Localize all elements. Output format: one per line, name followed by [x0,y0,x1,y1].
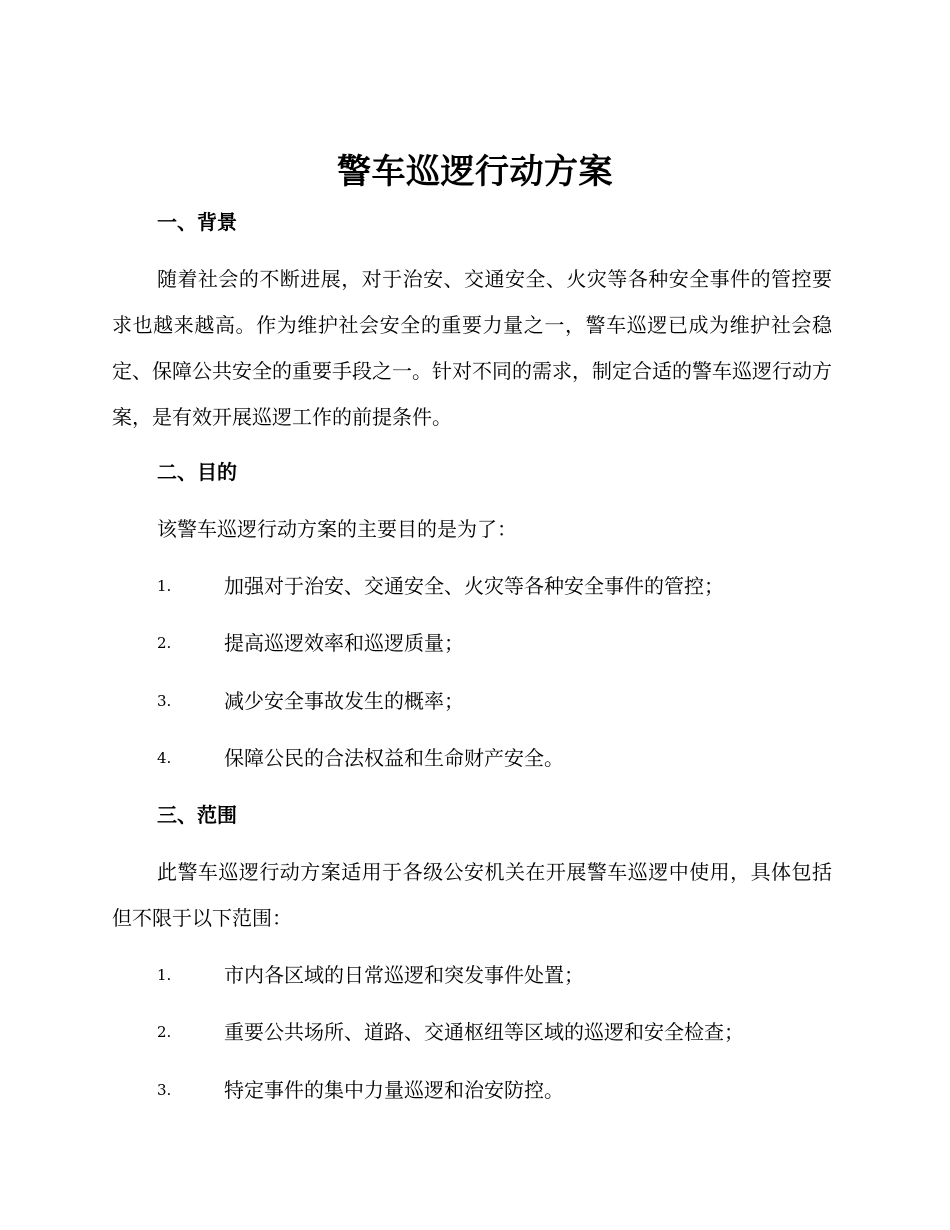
list-item [157,628,837,658]
list-item-number: 2. [157,1023,172,1041]
list-item-text: 特定事件的集中力量巡逻和治安防控。 [224,1078,564,1102]
list-item-number: 3. [157,1081,172,1099]
list-item [157,743,837,773]
section-paragraph-scope: 此警车巡逻行动方案适用于各级公安机关在开展警车巡逻中使用，具体包括但不限于以下范围： [112,860,832,930]
document-title: 警车巡逻行动方案 [337,152,613,192]
list-item-number: 3. [157,692,172,710]
section-paragraph-purpose: 该警车巡逻行动方案的主要目的是为了： [157,517,517,541]
list-item-number: 4. [157,749,172,767]
list-item [157,686,837,716]
list-item-text: 减少安全事故发生的概率； [224,689,464,713]
list-item-text: 重要公共场所、道路、交通枢纽等区域的巡逻和安全检查； [224,1020,744,1044]
section-heading-scope: 三、范围 [157,803,237,827]
list-item [157,960,837,990]
list-item-number: 1. [157,577,172,595]
list-item-number: 1. [157,966,172,984]
list-item-text: 加强对于治安、交通安全、火灾等各种安全事件的管控； [224,574,724,598]
list-item-text: 市内各区域的日常巡逻和突发事件处置； [224,963,584,987]
list-item [157,571,837,601]
section-paragraph-background: 随着社会的不断进展，对于治安、交通安全、火灾等各种安全事件的管控要求也越来越高。作为维护社会安全的重要力量之一，警车巡逻已成为维护社会稳定、保障公共安全的重要手段之一。针对不同的需求，制定合适的警车巡逻行动方案，是有效开展巡逻工作的前提条件。 [112,267,832,429]
list-item [157,1017,837,1047]
section-heading-background: 一、背景 [157,210,237,234]
section-heading-purpose: 二、目的 [157,460,237,484]
list-item-text: 保障公民的合法权益和生命财产安全。 [224,746,564,770]
list-item-text: 提高巡逻效率和巡逻质量； [224,631,464,655]
list-item [157,1075,837,1105]
list-item-number: 2. [157,634,172,652]
